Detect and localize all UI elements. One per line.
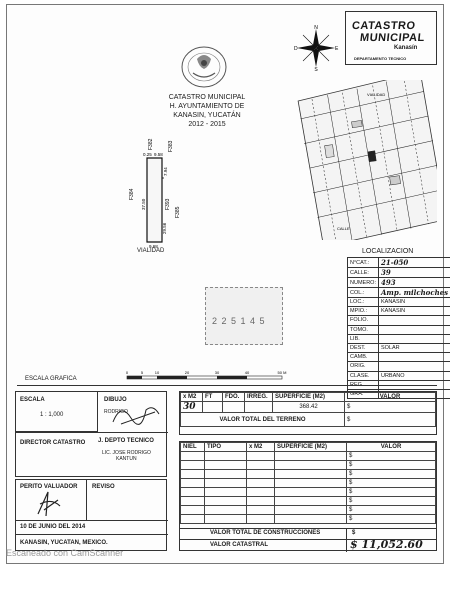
construcciones-cell xyxy=(247,470,275,479)
constr-h-niel: NIEL xyxy=(181,443,205,452)
localizacion-key: LIB. xyxy=(348,334,379,343)
constr-total-value: $ xyxy=(352,530,356,536)
map-label-2: CALLE xyxy=(337,226,350,231)
jefe-name-1: LIC. JOSE RODRIGO xyxy=(102,450,151,456)
scale-tick-label: 0 xyxy=(125,370,129,375)
terreno-h-valor: VALOR xyxy=(345,393,436,402)
place-text: KANASIN, YUCATAN, MEXICO. xyxy=(20,540,108,546)
terreno-h-superficie: SUPERFICIE (M2) xyxy=(273,393,345,402)
localizacion-value: Amp. milchoches xyxy=(378,288,450,298)
localizacion-key: REG. xyxy=(348,380,379,389)
escala-grafica-label: ESCALA GRAFICA xyxy=(25,376,77,382)
construcciones-cell xyxy=(275,461,347,470)
header-line-1: CATASTRO MUNICIPAL xyxy=(168,94,246,101)
construcciones-cell xyxy=(205,497,247,506)
constr-total-label: VALOR TOTAL DE CONSTRUCCIONES xyxy=(210,530,321,536)
scale-bar-segment xyxy=(127,376,142,379)
parcel-bottom-dim: 9.68 xyxy=(149,244,158,249)
construcciones-cell xyxy=(181,479,205,488)
localizacion-row xyxy=(348,371,450,380)
localizacion-key: N°CAT.: xyxy=(348,258,379,268)
construcciones-row xyxy=(181,470,436,479)
construcciones-cell xyxy=(181,497,205,506)
construcciones-valor-cell: $ xyxy=(347,497,436,506)
construcciones-cell xyxy=(205,461,247,470)
stamp-text: 2 2 5 1 4 5 xyxy=(212,316,266,326)
localizacion-value xyxy=(378,353,450,362)
terreno-table xyxy=(180,392,436,427)
terreno-box xyxy=(179,391,437,435)
parcel-side-dim-1: 37.50 xyxy=(141,198,146,210)
header-line-2: H. AYUNTAMIENTO DE xyxy=(169,103,245,110)
dibujo-signature xyxy=(111,400,161,430)
logo-line2: MUNICIPAL xyxy=(359,32,426,44)
localizacion-key: TOMO. xyxy=(348,325,379,334)
localizacion-row xyxy=(348,258,450,268)
localizacion-value xyxy=(378,362,450,371)
localizacion-value: KANASIN xyxy=(378,298,450,307)
scale-tick-label: 50 M xyxy=(277,370,287,375)
jefe-label: J. DEPTO TECNICO xyxy=(98,438,154,444)
construcciones-valor-cell: $ xyxy=(347,452,436,461)
terreno-superficie: 368.42 xyxy=(273,402,345,413)
construcciones-cell xyxy=(205,515,247,524)
construcciones-cell xyxy=(181,488,205,497)
header-line-4: 2012 - 2015 xyxy=(188,121,226,128)
localizacion-value xyxy=(378,325,450,334)
parcel-inner-label: F393 xyxy=(165,198,171,210)
construcciones-row xyxy=(181,452,436,461)
construcciones-row xyxy=(181,497,436,506)
construcciones-cell xyxy=(247,479,275,488)
localizacion-row xyxy=(348,362,450,371)
escala-label: ESCALA xyxy=(20,397,45,403)
construcciones-valor-cell: $ xyxy=(347,488,436,497)
localizacion-value xyxy=(378,334,450,343)
escala-value: 1 : 1,000 xyxy=(40,412,64,418)
construcciones-cell xyxy=(181,461,205,470)
scale-tick-label: 5 xyxy=(140,370,144,375)
localizacion-value: 21-050 xyxy=(378,258,450,268)
construcciones-cell xyxy=(247,506,275,515)
localizacion-value: KANASIN xyxy=(378,307,450,316)
construcciones-cell xyxy=(275,488,347,497)
parcel-top-dim-1: 0.25 xyxy=(143,152,152,157)
terreno-h-fdo: FDO. xyxy=(223,393,245,402)
catastral-label: VALOR CATASTRAL xyxy=(210,542,268,548)
construcciones-valor-cell: $ xyxy=(347,506,436,515)
scale-tick-label: 40 xyxy=(244,370,250,375)
construcciones-cell xyxy=(275,506,347,515)
construcciones-table xyxy=(180,442,436,524)
terreno-h-ft: FT xyxy=(203,393,223,402)
catastral-value: $ 11,052.60 xyxy=(350,538,423,551)
localizacion-value: URBANO xyxy=(378,371,450,380)
logo-sub: Kanasín xyxy=(394,45,418,51)
constr-h-xm2: x M2 xyxy=(247,443,275,452)
construcciones-valor-cell: $ xyxy=(347,479,436,488)
localizacion-key: NUMERO: xyxy=(348,278,379,288)
localizacion-key: CLASE. xyxy=(348,371,379,380)
localizacion-value: SOLAR xyxy=(378,343,450,352)
localizacion-key: GRA. xyxy=(348,389,379,398)
parcel-side-dim-3: 7.94 xyxy=(163,167,168,176)
terreno-xm2: 30 xyxy=(181,402,203,413)
location-map xyxy=(297,80,437,240)
scale-bar-segment xyxy=(217,376,247,379)
scale-bar-outline xyxy=(127,376,282,379)
constr-h-superficie: SUPERFICIE (M2) xyxy=(275,443,347,452)
localizacion-row xyxy=(348,298,450,307)
localizacion-value: 39 xyxy=(378,268,450,278)
localizacion-row xyxy=(348,343,450,352)
terreno-total-value: $ xyxy=(345,413,436,427)
localizacion-row xyxy=(348,316,450,325)
construcciones-cell xyxy=(205,479,247,488)
cadastral-sheet xyxy=(6,4,449,564)
construcciones-cell xyxy=(181,452,205,461)
localizacion-key: MPIO.: xyxy=(348,307,379,316)
localizacion-row xyxy=(348,334,450,343)
localizacion-row xyxy=(348,268,450,278)
terreno-total-label: VALOR TOTAL DEL TERRENO xyxy=(181,413,345,427)
localizacion-key: LOC.: xyxy=(348,298,379,307)
dibujo-name: RODRIGO xyxy=(104,409,128,415)
construcciones-cell xyxy=(181,506,205,515)
terreno-h-xm2: x M2 xyxy=(181,393,203,402)
localizacion-title: LOCALIZACION xyxy=(362,248,414,255)
construcciones-valor-cell: $ xyxy=(347,461,436,470)
logo-dept: DEPARTAMENTO TECNICO xyxy=(354,56,407,61)
escala-box xyxy=(15,391,167,477)
construcciones-cell xyxy=(275,479,347,488)
catastro-logo xyxy=(345,11,437,65)
construcciones-cell xyxy=(247,461,275,470)
construcciones-row xyxy=(181,461,436,470)
construcciones-cell xyxy=(205,470,247,479)
localizacion-table xyxy=(347,257,450,399)
scale-tick-label: 10 xyxy=(154,370,160,375)
scale-bar-segment xyxy=(157,376,187,379)
parcel-se-label: F385 xyxy=(175,206,181,218)
constr-h-valor: VALOR xyxy=(347,443,436,452)
construcciones-row xyxy=(181,488,436,497)
vialidad-label: VIALIDAD xyxy=(137,248,165,254)
compass-w: D xyxy=(294,46,298,52)
construcciones-cell xyxy=(275,452,347,461)
parcel-drawing xyxy=(117,130,197,265)
parcel-east-label: F383 xyxy=(168,140,174,152)
camscanner-watermark: Escaneado con CamScanner xyxy=(6,548,124,558)
compass-e: E xyxy=(335,46,339,52)
construcciones-cell xyxy=(181,515,205,524)
director-label: DIRECTOR CATASTRO xyxy=(20,440,86,446)
header-line-3: KANASIN, YUCATÁN xyxy=(173,112,241,119)
construcciones-cell xyxy=(205,488,247,497)
localizacion-value: 493 xyxy=(378,278,450,288)
compass-s: S xyxy=(314,67,318,71)
construcciones-cell xyxy=(247,488,275,497)
header-title xyxy=(147,93,267,129)
compass-rose-icon xyxy=(293,25,339,71)
scale-tick-label: 30 xyxy=(214,370,220,375)
parcel-north-label: F382 xyxy=(148,138,154,150)
scale-divider xyxy=(17,385,437,386)
perito-label: PERITO VALUADOR xyxy=(20,484,78,490)
localizacion-key: COL.: xyxy=(348,288,379,298)
localizacion-row xyxy=(348,288,450,298)
construcciones-cell xyxy=(247,497,275,506)
logo-line1: CATASTRO xyxy=(351,20,417,32)
perito-signature xyxy=(34,490,64,518)
construcciones-row xyxy=(181,479,436,488)
registry-stamp xyxy=(205,287,283,345)
localizacion-key: CALLE: xyxy=(348,268,379,278)
localizacion-row xyxy=(348,278,450,288)
construcciones-cell xyxy=(205,506,247,515)
map-label-1: VIALIDAD xyxy=(367,92,386,97)
construcciones-box xyxy=(179,441,437,551)
localizacion-row xyxy=(348,307,450,316)
localizacion-key: ORIG. xyxy=(348,362,379,371)
localizacion-row xyxy=(348,353,450,362)
parcel-side-dim-2: 29.56 xyxy=(162,222,167,234)
localizacion-key: FOLIO. xyxy=(348,316,379,325)
perito-box xyxy=(15,479,167,551)
parcel-west-label: F384 xyxy=(129,188,135,200)
construcciones-cell xyxy=(181,470,205,479)
mexico-seal-icon xyxy=(179,45,229,89)
localizacion-key: DEST. xyxy=(348,343,379,352)
scale-tick-label: 20 xyxy=(184,370,190,375)
jefe-name-2: KANTUN xyxy=(116,456,137,462)
terreno-h-irreg: IRREG. xyxy=(245,393,273,402)
terreno-valor: $ xyxy=(345,402,436,413)
construcciones-cell xyxy=(247,515,275,524)
construcciones-cell xyxy=(247,452,275,461)
dibujo-label: DIBUJO xyxy=(104,397,127,403)
construcciones-row xyxy=(181,515,436,524)
date-text: 10 DE JUNIO DEL 2014 xyxy=(20,524,86,530)
construcciones-valor-cell: $ xyxy=(347,470,436,479)
construcciones-cell xyxy=(275,515,347,524)
localizacion-key: CAMB. xyxy=(348,353,379,362)
localizacion-row xyxy=(348,325,450,334)
compass-n: N xyxy=(314,25,318,31)
construcciones-cell xyxy=(275,497,347,506)
construcciones-row xyxy=(181,506,436,515)
constr-h-tipo: TIPO xyxy=(205,443,247,452)
construcciones-valor-cell: $ xyxy=(347,515,436,524)
reviso-label: REVISO xyxy=(92,484,115,490)
localizacion-value xyxy=(378,316,450,325)
construcciones-cell xyxy=(275,470,347,479)
parcel-top-dim-2: 9.58 xyxy=(154,152,163,157)
construcciones-cell xyxy=(205,452,247,461)
